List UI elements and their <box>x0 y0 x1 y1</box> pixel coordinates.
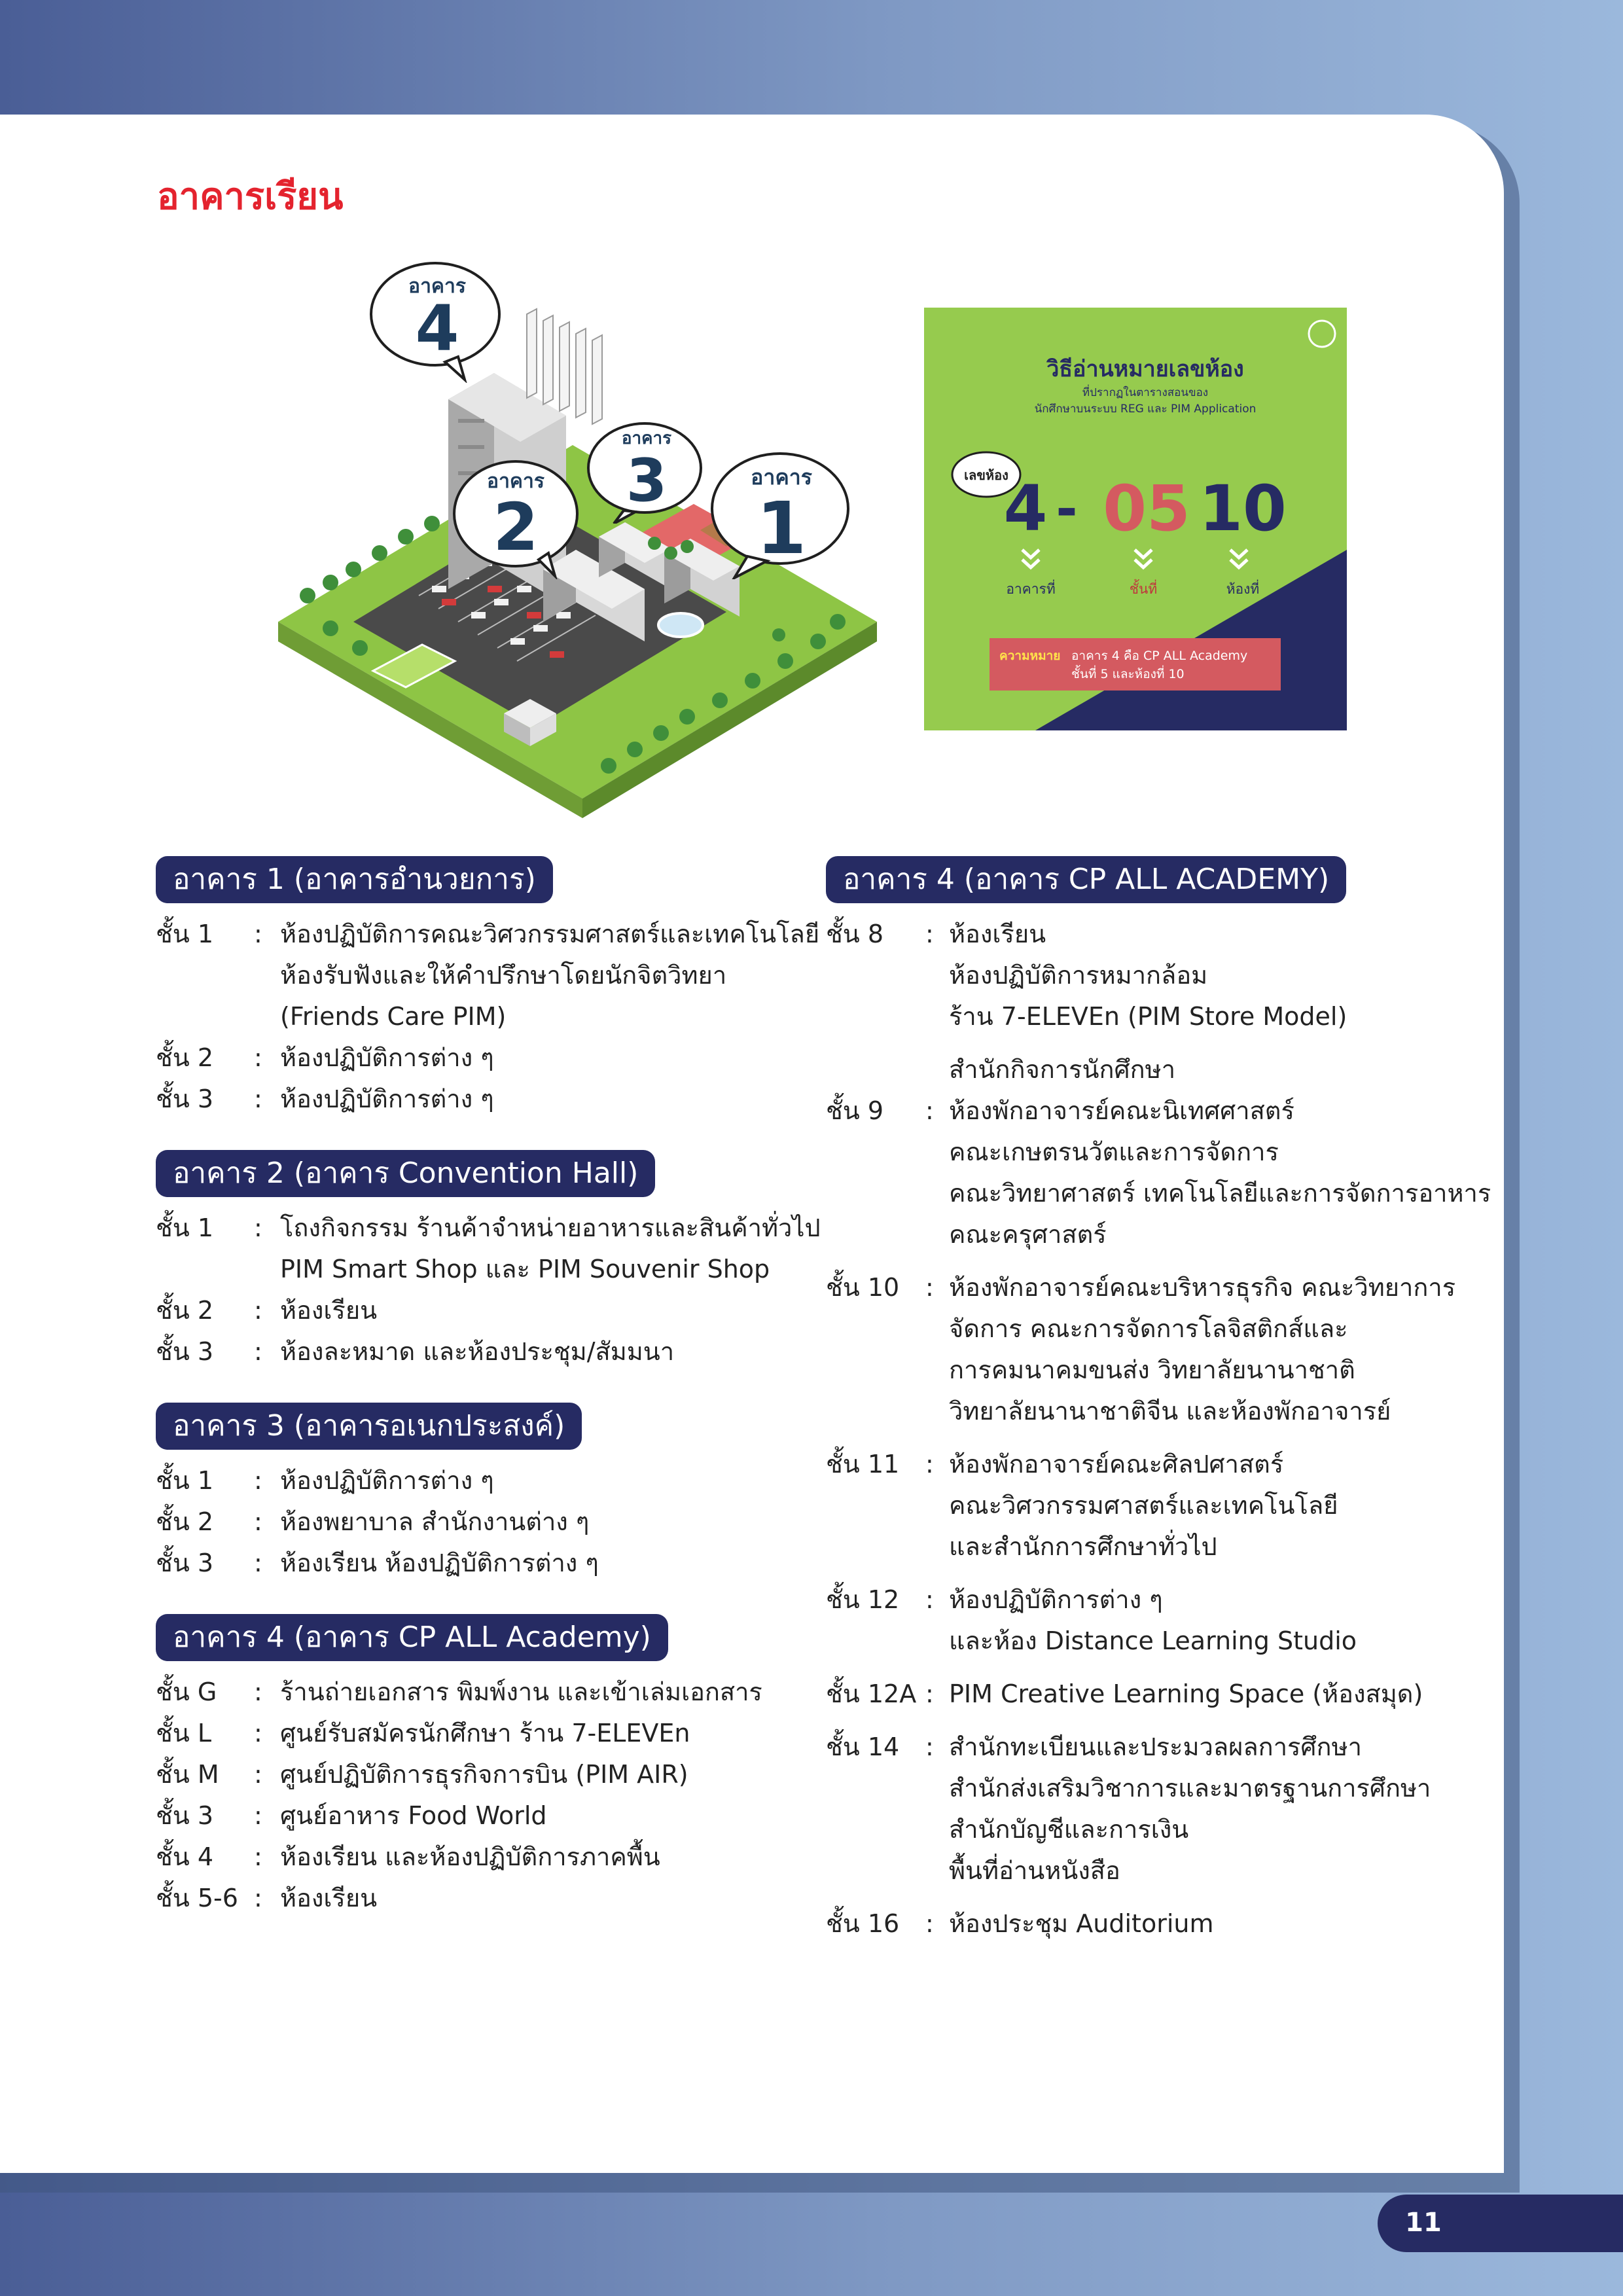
colon: : <box>925 1585 934 1614</box>
floor-row <box>156 1713 817 1754</box>
colon: : <box>254 1677 262 1706</box>
bubble-2-number: 2 <box>493 489 539 565</box>
floor-label: ชั้น 8 <box>826 920 884 948</box>
floor-row <box>156 1878 817 1919</box>
floor-description <box>949 914 1487 1037</box>
section-heading: อาคาร 4 (อาคาร CP ALL ACADEMY) <box>826 856 1346 903</box>
floor-label: ชั้น 3 <box>156 1085 214 1113</box>
description-line: การคมนาคมขนส่ง วิทยาลัยนานาชาติ <box>949 1355 1355 1384</box>
colon: : <box>925 920 934 948</box>
bubble-3-number: 3 <box>626 446 668 515</box>
floor-row <box>156 1672 817 1713</box>
bubble-building-3 <box>584 419 709 524</box>
room-number-guide-card <box>924 308 1347 730</box>
guide-subtitle-2: นักศึกษาบนระบบ REG และ PIM Application <box>1034 403 1257 416</box>
floor-description <box>280 1460 817 1501</box>
colon: : <box>254 1507 262 1536</box>
floor-row <box>156 1037 817 1079</box>
description-line: ห้องละหมาด และห้องประชุม/สัมมนา <box>280 1337 675 1366</box>
description-line: ห้องเรียน <box>949 920 1046 948</box>
floor-description <box>280 1037 817 1079</box>
description-line: ร้าน 7-ELEVEn (PIM Store Model) <box>949 1002 1347 1031</box>
description-line: ห้องเรียน ห้องปฏิบัติการต่าง ๆ <box>280 1549 599 1577</box>
description-line: วิทยาลัยนานาชาติจีน และห้องพักอาจารย์ <box>949 1397 1391 1426</box>
bubble-building-2 <box>450 455 588 579</box>
floor-description <box>280 1672 817 1713</box>
floor-label: ชั้น 3 <box>156 1801 214 1830</box>
section-heading: อาคาร 2 (อาคาร Convention Hall) <box>156 1150 655 1197</box>
description-line: ห้องประชุม Auditorium <box>949 1909 1214 1938</box>
colon: : <box>254 920 262 948</box>
colon: : <box>254 1337 262 1366</box>
description-line: ห้องปฏิบัติการต่าง ๆ <box>280 1466 494 1495</box>
floor-description <box>949 1444 1487 1568</box>
floor-description <box>949 1903 1487 1945</box>
description-line: สำนักกิจการนักศึกษา <box>949 1055 1176 1084</box>
section-heading: อาคาร 3 (อาคารอเนกประสงค์) <box>156 1403 582 1450</box>
floor-description <box>280 1501 817 1543</box>
floor-row <box>156 1543 817 1584</box>
page-number: 11 <box>1405 2208 1442 2238</box>
description-line: ห้องพักอาจารย์คณะศิลปศาสตร์ <box>949 1450 1284 1479</box>
floor-description <box>280 1079 817 1120</box>
colon: : <box>254 1085 262 1113</box>
floor-description <box>280 1754 817 1795</box>
colon: : <box>254 1719 262 1748</box>
description-line: ห้องพยาบาล สำนักงานต่าง ๆ <box>280 1507 590 1536</box>
colon: : <box>254 1842 262 1871</box>
floor-label: ชั้น 2 <box>156 1043 214 1072</box>
floor-description <box>280 1878 817 1919</box>
bubble-3-label: อาคาร <box>621 429 672 448</box>
description-line: คณะเกษตรนวัตและการจัดการ <box>949 1138 1279 1166</box>
bubble-1-number: 1 <box>756 486 807 570</box>
floor-description <box>949 1267 1487 1432</box>
guide-title: วิธีอ่านหมายเลขห้อง <box>1046 356 1244 382</box>
code-floor: 05 <box>1103 472 1190 545</box>
bubble-building-4 <box>366 259 510 383</box>
page-title: อาคารเรียน <box>157 175 344 218</box>
right-column <box>826 856 1491 1956</box>
left-column <box>156 856 821 1949</box>
floor-row <box>826 1903 1487 1945</box>
description-line: และสำนักการศึกษาทั่วไป <box>949 1532 1217 1561</box>
description-line: (Friends Care PIM) <box>280 1002 507 1031</box>
floor-pre-note <box>949 1049 1487 1090</box>
floor-row <box>156 1460 817 1501</box>
floor-description <box>280 1713 817 1754</box>
description-line: ห้องปฏิบัติการคณะวิศวกรรมศาสตร์และเทคโนโลยี <box>280 920 820 948</box>
code-room: 10 <box>1199 472 1287 545</box>
floor-label: ชั้น 2 <box>156 1507 214 1536</box>
floor-row <box>826 1267 1487 1432</box>
floor-row <box>826 1444 1487 1568</box>
guide-tag: เลขห้อง <box>964 467 1008 483</box>
bubble-building-1 <box>708 448 855 579</box>
floor-description <box>949 1674 1487 1715</box>
bubble-2-label: อาคาร <box>487 470 544 493</box>
floor-label: ชั้น 2 <box>156 1296 214 1325</box>
floor-description <box>949 1579 1487 1662</box>
bubble-1-label: อาคาร <box>751 465 812 490</box>
section-building-1 <box>156 856 820 1120</box>
description-line: ห้องปฏิบัติการต่าง ๆ <box>949 1585 1163 1614</box>
label-floor: ชั้นที่ <box>1129 581 1158 597</box>
floor-label: ชั้น L <box>156 1719 212 1748</box>
floor-description <box>280 1795 817 1837</box>
description-line: PIM Creative Learning Space (ห้องสมุด) <box>949 1679 1423 1708</box>
section-building-2 <box>156 1150 821 1372</box>
floor-label: ชั้น 11 <box>826 1450 900 1479</box>
colon: : <box>254 1296 262 1325</box>
description-line: สำนักบัญชีและการเงิน <box>949 1815 1189 1844</box>
floor-row <box>156 1837 817 1878</box>
floor-description <box>280 1837 817 1878</box>
floor-label: ชั้น 1 <box>156 1466 214 1495</box>
floor-description <box>280 1208 821 1290</box>
description-line: จัดการ คณะการจัดการโลจิสติกส์และ <box>949 1314 1348 1343</box>
colon: : <box>925 1273 934 1302</box>
description-line: ห้องรับฟังและให้คำปรึกษาโดยนักจิตวิทยา <box>280 961 727 990</box>
floor-label: ชั้น 4 <box>156 1842 214 1871</box>
description-line: ห้องพักอาจารย์คณะบริหารธุรกิจ คณะวิทยาการ <box>949 1273 1456 1302</box>
colon: : <box>925 1732 934 1761</box>
colon: : <box>925 1096 934 1125</box>
description-line: ศูนย์อาหาร Food World <box>280 1801 547 1830</box>
floor-label: ชั้น 16 <box>826 1909 900 1938</box>
label-building: อาคารที่ <box>1006 581 1056 597</box>
colon: : <box>254 1760 262 1789</box>
description-line: และห้อง Distance Learning Studio <box>949 1626 1357 1655</box>
floor-description <box>949 1090 1491 1255</box>
floor-row <box>156 1795 817 1837</box>
description-line: PIM Smart Shop และ PIM Souvenir Shop <box>280 1255 770 1283</box>
floor-row <box>156 1331 817 1372</box>
section-heading: อาคาร 1 (อาคารอำนวยการ) <box>156 856 553 903</box>
meaning-label: ความหมาย <box>999 649 1061 663</box>
floor-row <box>156 1754 817 1795</box>
section-building-4-lower <box>156 1614 817 1919</box>
description-line: สำนักส่งเสริมวิชาการและมาตรฐานการศึกษา <box>949 1774 1431 1803</box>
colon: : <box>254 1043 262 1072</box>
bubble-4-label: อาคาร <box>408 275 466 298</box>
meaning-line-2: ชั้นที่ 5 และห้องที่ 10 <box>1071 667 1185 681</box>
floor-description <box>949 1727 1487 1892</box>
bubble-4-number: 4 <box>415 292 459 365</box>
floor-row <box>156 914 820 1037</box>
page-number-badge <box>1378 2195 1623 2252</box>
code-building: 4 <box>1003 472 1048 545</box>
floor-row <box>826 1727 1487 1892</box>
description-line: ห้องพักอาจารย์คณะนิเทศศาสตร์ <box>949 1096 1294 1125</box>
floor-label: ชั้น 3 <box>156 1549 214 1577</box>
floor-label: ชั้น 12A <box>826 1679 917 1708</box>
description-line: คณะวิศวกรรมศาสตร์และเทคโนโลยี <box>949 1491 1338 1520</box>
colon: : <box>925 1679 934 1708</box>
floor-row <box>826 914 1487 1037</box>
floor-label: ชั้น 12 <box>826 1585 900 1614</box>
floor-row <box>826 1090 1491 1255</box>
floor-row <box>156 1208 821 1290</box>
colon: : <box>254 1801 262 1830</box>
description-line: ห้องปฏิบัติการต่าง ๆ <box>280 1043 494 1072</box>
colon: : <box>925 1909 934 1938</box>
meaning-line-1: อาคาร 4 คือ CP ALL Academy <box>1071 649 1248 663</box>
code-dash: - <box>1056 478 1078 539</box>
floor-description <box>280 1331 817 1372</box>
floor-label: ชั้น 5-6 <box>156 1884 238 1912</box>
description-line: ห้องเรียน และห้องปฏิบัติการภาคพื้น <box>280 1842 660 1871</box>
description-line: คณะวิทยาศาสตร์ เทคโนโลยีและการจัดการอาหาร <box>949 1179 1491 1208</box>
description-line: ห้องปฏิบัติการต่าง ๆ <box>280 1085 494 1113</box>
floor-label: ชั้น 10 <box>826 1273 900 1302</box>
section-heading: อาคาร 4 (อาคาร CP ALL Academy) <box>156 1614 668 1661</box>
floor-label: ชั้น 14 <box>826 1732 900 1761</box>
floor-row <box>826 1579 1487 1662</box>
description-line: โถงกิจกรรม ร้านค้าจำหน่ายอาหารและสินค้าทั่วไป <box>280 1213 821 1242</box>
description-line: ห้องเรียน <box>280 1884 378 1912</box>
floor-label: ชั้น G <box>156 1677 217 1706</box>
section-building-3 <box>156 1403 817 1584</box>
floor-label: ชั้น 1 <box>156 920 214 948</box>
colon: : <box>925 1450 934 1479</box>
floor-row <box>826 1674 1487 1715</box>
label-room: ห้องที่ <box>1226 581 1260 597</box>
colon: : <box>254 1549 262 1577</box>
guide-subtitle-1: ที่ปรากฏในตารางสอนของ <box>1082 386 1209 399</box>
floor-label: ชั้น 1 <box>156 1213 214 1242</box>
floor-label: ชั้น 3 <box>156 1337 214 1366</box>
description-line: ห้องเรียน <box>280 1296 378 1325</box>
description-line: ร้านถ่ายเอกสาร พิมพ์งาน และเข้าเล่มเอกสาร <box>280 1677 762 1706</box>
floor-row <box>156 1501 817 1543</box>
description-line: คณะครุศาสตร์ <box>949 1220 1107 1249</box>
description-line: ห้องปฏิบัติการหมากล้อม <box>949 961 1208 990</box>
colon: : <box>254 1213 262 1242</box>
floor-label: ชั้น M <box>156 1760 219 1789</box>
colon: : <box>254 1466 262 1495</box>
floor-row <box>156 1079 817 1120</box>
description-line: ศูนย์ปฏิบัติการธุรกิจการบิน (PIM AIR) <box>280 1760 688 1789</box>
floor-description <box>280 914 819 1037</box>
floor-description <box>280 1543 817 1584</box>
description-line: สำนักทะเบียนและประมวลผลการศึกษา <box>949 1732 1362 1761</box>
floor-label: ชั้น 9 <box>826 1096 884 1125</box>
floor-row <box>156 1290 817 1331</box>
colon: : <box>254 1884 262 1912</box>
description-line: พื้นที่อ่านหนังสือ <box>949 1856 1120 1885</box>
description-line: ศูนย์รับสมัครนักศึกษา ร้าน 7-ELEVEn <box>280 1719 690 1748</box>
floor-description <box>280 1290 817 1331</box>
